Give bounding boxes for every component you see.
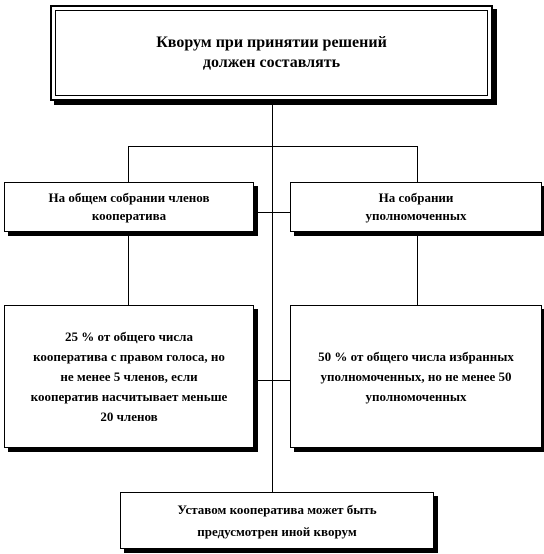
charter-note-line-2: предусмотрен иной кворум bbox=[197, 523, 357, 539]
general-meeting-line-1: На общем собрании членов bbox=[48, 190, 210, 205]
general-quorum-line-4: кооператив насчитывает меньше bbox=[30, 388, 228, 404]
charter-note-box bbox=[120, 492, 434, 549]
general-quorum-box bbox=[4, 305, 254, 448]
delegates-quorum-box bbox=[290, 305, 542, 448]
root-title-line-2: должен составлять bbox=[202, 54, 341, 71]
charter-note-line-1: Уставом кооператива может быть bbox=[177, 501, 377, 517]
general-meeting-line-2: кооператива bbox=[91, 208, 167, 223]
general-quorum-line-2: кооператива с правом голоса, но bbox=[33, 348, 225, 364]
delegates-meeting-box bbox=[290, 182, 542, 232]
general-quorum-line-1: 25 % от общего числа bbox=[65, 328, 193, 344]
delegates-quorum-line-1: 50 % от общего числа избранных bbox=[318, 348, 514, 364]
delegates-quorum-line-3: уполномоченных bbox=[365, 388, 467, 404]
general-meeting-box bbox=[4, 182, 254, 232]
delegates-meeting-line-1: На собрании bbox=[378, 190, 454, 205]
general-quorum-line-3: не менее 5 членов, если bbox=[60, 368, 198, 384]
root-title-line-1: Кворум при принятии решений bbox=[156, 34, 387, 51]
delegates-meeting-line-2: уполномоченных bbox=[365, 208, 467, 223]
root-box bbox=[50, 5, 493, 101]
delegates-quorum-line-2: уполномоченных, но не менее 50 bbox=[320, 368, 512, 384]
general-quorum-line-5: 20 членов bbox=[100, 408, 158, 424]
